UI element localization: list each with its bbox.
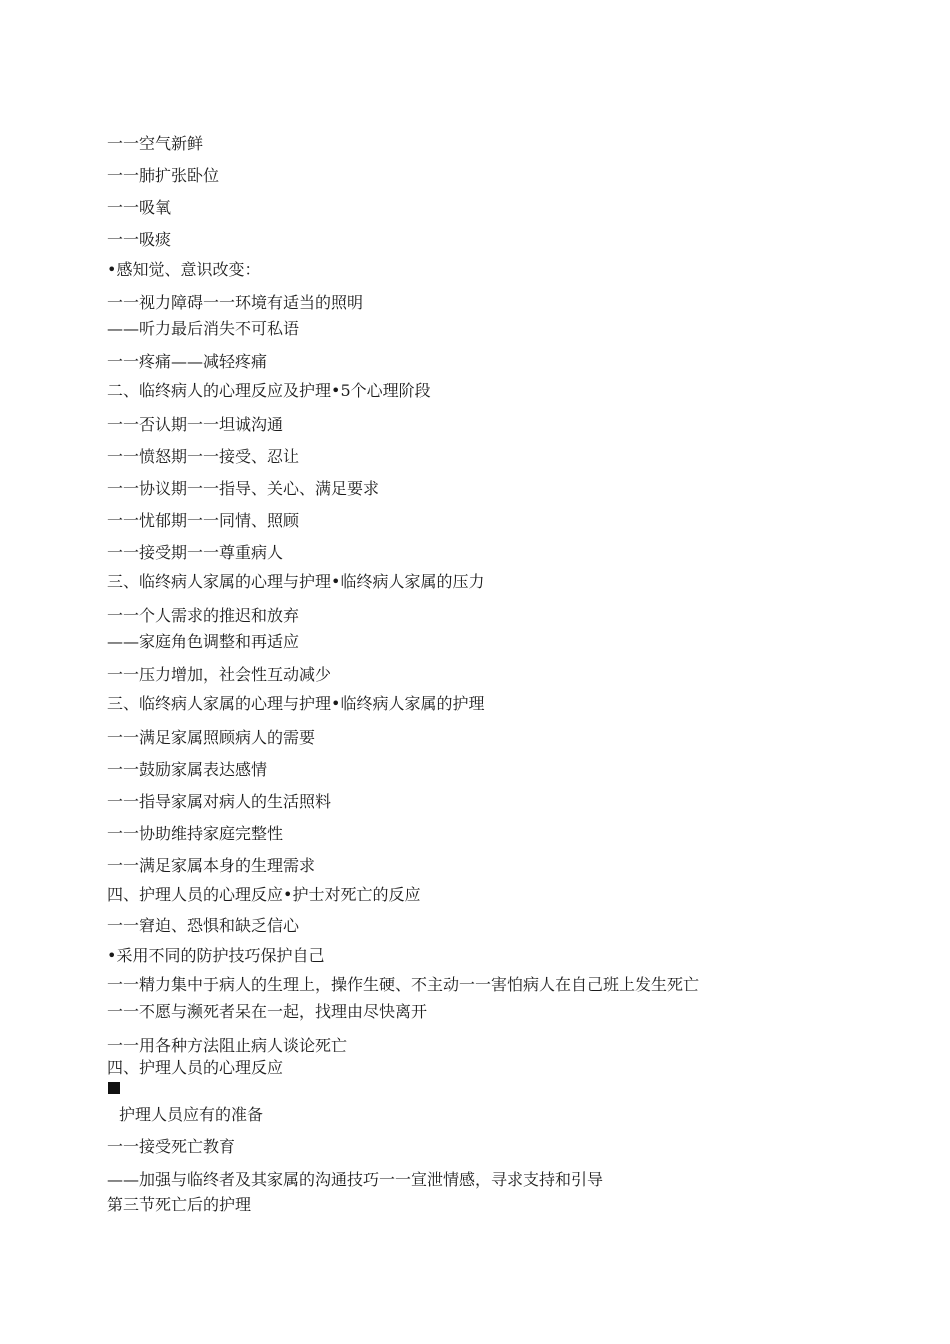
text-line: 一一吸痰 [107, 230, 172, 249]
text-line: 一一满足家属照顾病人的需要 [107, 728, 316, 747]
section-heading: 三、临终病人家属的心理与护理•临终病人家属的护理 [107, 694, 485, 713]
text-line: 一一指导家属对病人的生活照料 [107, 792, 332, 811]
text-line: 一一满足家属本身的生理需求 [107, 856, 316, 875]
text-line: •感知觉、意识改变： [107, 260, 261, 279]
text-line: •采用不同的防护技巧保护自己 [107, 946, 325, 965]
text-line: 一一否认期一一坦诚沟通 [107, 415, 284, 434]
text-line: 一一接受期一一尊重病人 [107, 543, 284, 562]
text-line: 一一接受死亡教育 [107, 1137, 236, 1156]
text-line: 一一精力集中于病人的生理上，操作生硬、不主动一一害怕病人在自己班上发生死亡 [107, 975, 700, 994]
square-bullet-icon [108, 1082, 120, 1094]
text-line: 一一协助维持家庭完整性 [107, 824, 284, 843]
text-line: 一一疼痛——减轻疼痛 [107, 352, 268, 371]
text-line: 一一视力障碍一一环境有适当的照明 [107, 293, 364, 312]
text-line: ——加强与临终者及其家属的沟通技巧一一宣泄情感，寻求支持和引导 [107, 1170, 604, 1189]
text-line: 一一鼓励家属表达感情 [107, 760, 268, 779]
section-heading: 第三节死亡后的护理 [107, 1195, 252, 1214]
text-line: 一一空气新鲜 [107, 134, 204, 153]
text-line: 一一不愿与濒死者呆在一起，找理由尽快离开 [107, 1002, 428, 1021]
section-heading: 二、临终病人的心理反应及护理•5个心理阶段 [107, 381, 431, 400]
section-heading: 三、临终病人家属的心理与护理•临终病人家属的压力 [107, 572, 485, 591]
text-line: 一一协议期一一指导、关心、满足要求 [107, 479, 380, 498]
section-heading: 四、护理人员的心理反应 [107, 1058, 284, 1077]
text-line: ——听力最后消失不可私语 [107, 319, 300, 338]
text-line: 一一忧郁期一一同情、照顾 [107, 511, 300, 530]
text-line: 护理人员应有的准备 [119, 1105, 264, 1124]
text-line: 一一吸氧 [107, 198, 172, 217]
text-line: 一一用各种方法阻止病人谈论死亡 [107, 1036, 348, 1055]
text-line: 一一愤怒期一一接受、忍让 [107, 447, 300, 466]
section-heading: 四、护理人员的心理反应•护士对死亡的反应 [107, 885, 421, 904]
text-line: 一一肺扩张卧位 [107, 166, 220, 185]
text-line: ——家庭角色调整和再适应 [107, 632, 300, 651]
text-line: 一一个人需求的推迟和放弃 [107, 606, 300, 625]
text-line: 一一压力增加，社会性互动减少 [107, 665, 332, 684]
text-line: 一一窘迫、恐惧和缺乏信心 [107, 916, 300, 935]
